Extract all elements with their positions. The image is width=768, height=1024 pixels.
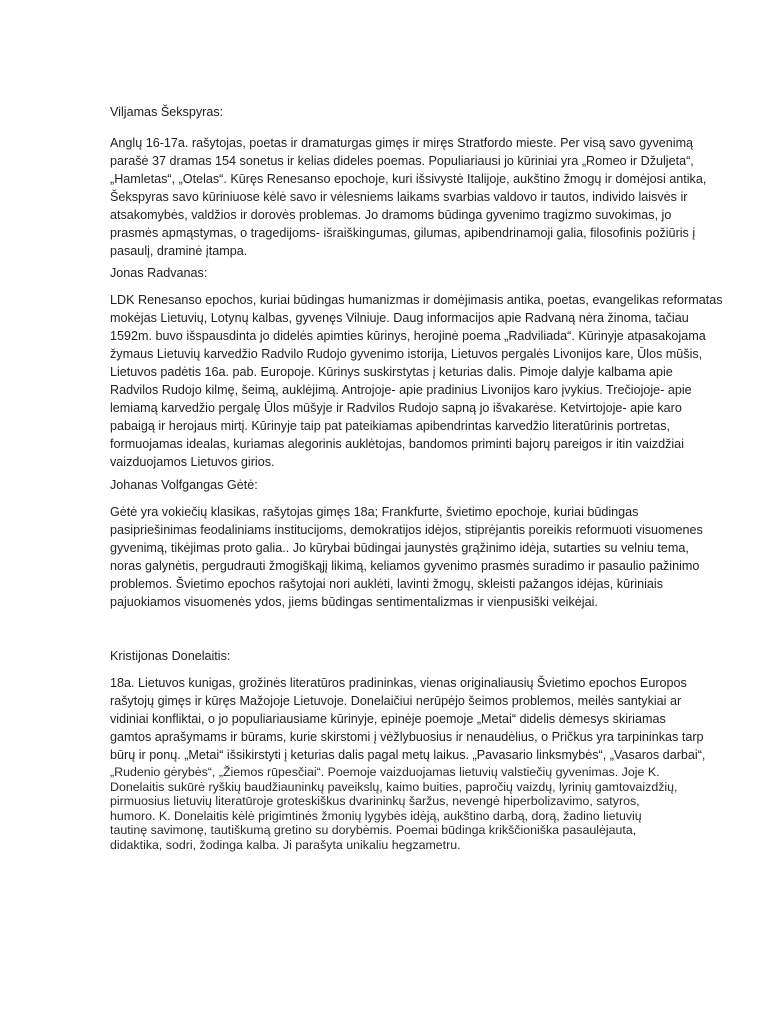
text-line: humoro. K. Donelaitis kėlė prigimtinės žmonių lygybės idėją, aukštino darbą, dorą, žadino lietuvių xyxy=(110,808,642,823)
text-line: „Rudenio gėrybės“, „Žiemos rūpesčiai“. Poemoje vaizduojamas lietuvių valstiečių gyvenimas. Joje K. xyxy=(110,765,660,779)
text-line: gamtos aprašymams ir būrams, kurie skirstomi į vėžlybuosius ir nenaudėlius, o Pričkus yra tarpininkas tarp xyxy=(110,730,704,744)
section-paragraph-shakespeare xyxy=(110,134,730,260)
text-line: gyvenimą, tikėjimas proto galia.. Jo kūrybai būdingai jaunystės grąžinimo idėja, sutarties su velniu tema, xyxy=(110,541,689,555)
text-line: tautinę savimonę, tautiškumą gretino su dorybėmis. Poemai būdinga krikščioniška pasaulėjauta, xyxy=(110,823,637,837)
text-line: lemiamą karvedžio pergalę Ūlos mūšyje ir Radvilos Rudojo sapną jo išvakarėse. Ketvirtojoje- apie karo xyxy=(110,401,682,415)
text-line: pasipriešinimas feodaliniams institucijoms, demokratijos idėjos, stiprėjantis poreikis reformuoti visuomenes xyxy=(110,523,703,537)
section-heading-donelaitis: Kristijonas Donelaitis: xyxy=(110,649,231,663)
section-heading-shakespeare: Viljamas Šekspyras: xyxy=(110,105,224,119)
text-line: pajuokiamos visuomenės ydos, jiems būdingas sentimentalizmas ir vienpusiški veikėjai. xyxy=(110,595,598,609)
text-line: Gėtė yra vokiečių klasikas, rašytojas gimęs 18a; Frankfurte, švietimo epochoje, kuriai būdingas xyxy=(110,505,639,519)
text-line: atsakomybės, valdžios ir dorovės problemas. Jo dramoms būdinga gyvenimo tragizmo suvokimas, jo xyxy=(110,208,672,222)
text-line: didaktika, sodri, žodinga kalba. Ji parašyta unikaliu hegzametru. xyxy=(110,837,461,852)
section-paragraph-goethe xyxy=(110,503,730,611)
text-line: vaizduojamos Lietuvos girios. xyxy=(110,455,275,469)
section-paragraph-donelaitis-continued xyxy=(110,765,730,852)
text-line: būrų ir ponų. „Metai“ išsikirstyti į keturias dalis pagal metų laikus. „Pavasario linksmybės“, „Vasaros darbai“, xyxy=(110,748,706,762)
text-line: žymaus Lietuvių karvedžio Radvilo Rudojo gyvenimo istorija, Lietuvos pergalės Livonijos kare, Ūlos mūšis, xyxy=(110,347,703,361)
section-heading-radvanas: Jonas Radvanas: xyxy=(110,266,208,280)
text-line: formuojamas idealas, kuriamas alegorinis auklėtojas, bandomos priminti bajorų pareigos ir itin vaizdžiai xyxy=(110,437,684,451)
text-line: Donelaitis sukūrė ryškių baudžiauninkų paveikslų, kaimo buities, papročių vaizdų, lyrinių gamtovaizdžių, xyxy=(110,779,678,794)
text-line: 18a. Lietuvos kunigas, grožinės literatūros pradininkas, vienas originaliausių Švietimo epochos Europos xyxy=(110,676,687,690)
text-line: LDK Renesanso epochos, kuriai būdingas humanizmas ir domėjimasis antika, poetas, evangelikas reformatas xyxy=(110,293,723,307)
text-line: pabaigą ir herojaus mirtį. Kūrinyje taip pat pateikiamas apibendrintas karvedžio literatūrinis portretas, xyxy=(110,419,671,433)
section-heading-goethe: Johanas Volfgangas Gėtė: xyxy=(110,478,258,492)
text-line: Lietuvos padėtis 16a. pab. Europoje. Kūrinys suskirstytas į keturias dalis. Pimoje dalyje kalbama apie xyxy=(110,365,673,379)
text-line: pirmuosius lietuvių literatūroje groteskiškus dvarininkų šaržus, nevengė hiperbolizavimo, satyros, xyxy=(110,794,640,808)
text-line: parašė 37 dramas 154 sonetus ir kelias dideles poemas. Populiariausi jo kūriniai yra „Romeo ir Džuljeta“, xyxy=(110,154,694,168)
text-line: 1592m. buvo išspausdinta jo didelės apimties kūrinys, herojinė poema „Radviliada“. Kūrinyje atpasakojama xyxy=(110,329,706,343)
text-line: rašytojų gimęs ir kūręs Mažojoje Lietuvoje. Donelaičiui nerūpėjo šeimos problemos, meilės santykiai ar xyxy=(110,694,682,708)
text-line: mokėjas Lietuvių, Lotynų kalbas, gyvenęs Vilniuje. Daug informacijos apie Radvaną nėra žinoma, tačiau xyxy=(110,311,689,325)
section-paragraph-radvanas xyxy=(110,291,730,471)
text-line: problemos. Švietimo epochos rašytojai nori auklėti, lavinti žmogų, skleisti pažangos idėjas, kūriniais xyxy=(110,577,663,591)
text-line: „Hamletas“, „Otelas“. Kūręs Renesanso epochoje, kuri išsivystė Italijoje, aukštino žmogų ir domėjosi antika, xyxy=(110,172,707,186)
text-line: Radvilos Rudojo kilmę, šeimą, auklėjimą. Antrojoje- apie pradinius Livonijos karo įvykius. Trečiojoje- apie xyxy=(110,383,692,397)
text-line: Anglų 16-17a. rašytojas, poetas ir dramaturgas gimęs ir miręs Stratfordo mieste. Per visą savo gyvenimą xyxy=(110,136,694,150)
text-line: Šekspyras savo kūriniuose kėlė savo ir vėlesniems laikams svarbias valdovo ir tautos, individo laisvės ir xyxy=(110,190,688,204)
text-line: prasmės apmąstymas, o tragedijoms- išraiškingumas, gilumas, apibendrinamoji galia, filosofinis požiūris į xyxy=(110,226,696,240)
text-line: pasaulį, draminė įtampa. xyxy=(110,244,248,258)
text-line: vidiniai konfliktai, o jo populiariausiame kūrinyje, epinėje poemoje „Metai“ didelis dėmesys skiriamas xyxy=(110,712,666,726)
text-line: noras galynėtis, pergudrauti žmogiškąjį likimą, keliamos gyvenimo prasmės suradimo ir pasaulio pažinimo xyxy=(110,559,700,573)
section-paragraph-donelaitis xyxy=(110,674,730,764)
